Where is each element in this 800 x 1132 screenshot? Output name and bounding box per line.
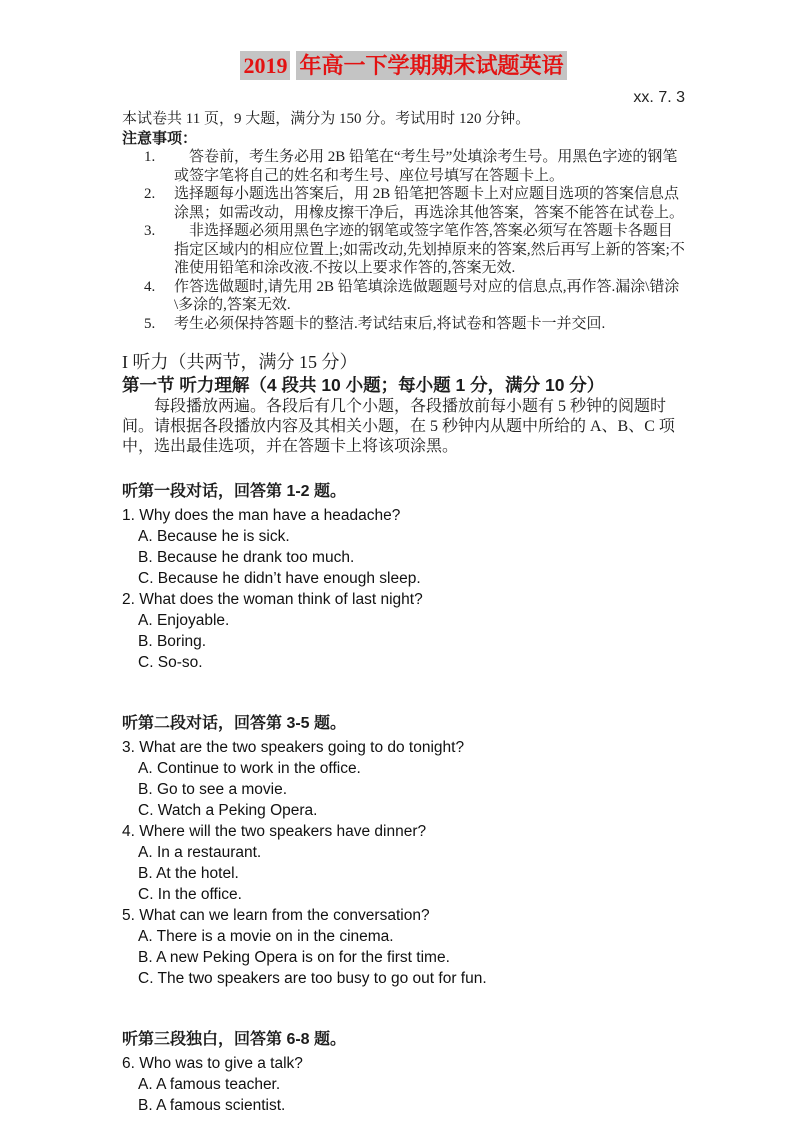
question-4-option-c: C. In the office. [138,886,242,903]
question-3-option-b: B. Go to see a movie. [138,781,288,798]
question-5-option-b: B. A new Peking Opera is on for the first time. [138,949,450,966]
title-year-highlight: 2019 [240,51,290,80]
paper-summary-line: 本试卷共 11 页，9 大题，满分为 150 分。考试用时 120 分钟。 [122,111,531,127]
question-5-option-c: C. The two speakers are too busy to go out for fun. [138,970,487,987]
notice-number: 5. [144,315,156,332]
question-4-option-a: A. In a restaurant. [138,844,262,861]
question-2 [122,589,685,673]
question-4-option-b: B. At the hotel. [138,865,239,882]
question-5-text: 5. What can we learn from the conversation? [122,907,430,924]
question-1 [122,505,685,589]
notice-text: 非选择题必须用黑色字迹的钢笔或签字笔作答,答案必须写在答题卡各题目指定区域内的相应位置上;如需改动,先划掉原来的答案,然后再写上新的答案;不准使用铅笔和涂改液.不按以上要求作答的,答案无效. [174,223,685,276]
question-1-option-a: A. Because he is sick. [138,528,290,545]
dialogue-group-3 [122,1029,685,1116]
notice-text: 作答选做题时,请先用 2B 铅笔填涂选做题题号对应的信息点,再作答.漏涂\错涂\多涂的,答案无效. [174,278,680,313]
notice-item-2 [122,185,685,222]
notice-heading: 注意事项： [122,130,198,147]
dialogue-group-2 [122,713,685,989]
question-3-text: 3. What are the two speakers going to do tonight? [122,739,465,756]
question-2-option-a: A. Enjoyable. [138,612,230,629]
dialogue-2-heading: 听第二段对话，回答第 3-5 题。 [122,715,347,732]
notice-text: 选择题每小题选出答案后，用 2B 铅笔把答题卡上对应题目选项的答案信息点涂黑；如需改动，用橡皮擦干净后，再选涂其他答案，答案不能答在试卷上。 [174,186,685,221]
notice-number: 2. [144,186,156,202]
part-1-instructions: 每段播放两遍。各段后有几个小题，各段播放前每小题有 5 秒钟的阅题时间。请根据各段播放内容及其相关小题，在 5 秒钟内从题中所给的 A、B、C 项中，选出最佳选项，并在答题卡上将该项涂黑。 [122,398,675,455]
part-1-heading: 第一节 听力理解（4 段共 10 小题；每小题 1 分，满分 10 分） [122,375,605,395]
question-1-option-b: B. Because he drank too much. [138,549,355,566]
notice-text: 答卷前，考生务必用 2B 铅笔在“考生号”处填涂考生号。用黑色字迹的钢笔或签字笔将自己的姓名和考生号、座位号填写在答题卡上。 [174,149,678,184]
question-5-option-a: A. There is a movie on in the cinema. [138,928,394,945]
question-1-option-c: C. Because he didn’t have enough sleep. [138,570,421,587]
question-5 [122,905,685,989]
question-2-text: 2. What does the woman think of last night? [122,591,423,608]
notice-text: 考生必须保持答题卡的整洁.考试结束后,将试卷和答题卡一并交回. [174,315,606,332]
page-title [122,50,685,82]
dialogue-1-heading: 听第一段对话，回答第 1-2 题。 [122,483,347,500]
question-3-option-a: A. Continue to work in the office. [138,760,361,777]
title-text-highlight: 年高一下学期期末试题英语 [296,51,566,80]
notice-item-1 [122,148,685,185]
question-6-text: 6. Who was to give a talk? [122,1055,303,1072]
question-4-text: 4. Where will the two speakers have dinner? [122,823,427,840]
notice-item-3 [122,222,685,278]
question-2-option-c: C. So-so. [138,654,203,671]
notice-list [122,148,685,333]
section-1-heading: I 听力（共两节，满分 15 分） [122,352,358,372]
notice-item-4 [122,278,685,315]
notice-item-5 [122,315,685,334]
question-3 [122,737,685,821]
question-6-option-b: B. A famous scientist. [138,1097,286,1114]
notice-number: 4. [144,278,156,295]
exam-date: xx. 7. 3 [633,89,685,106]
question-1-text: 1. Why does the man have a headache? [122,507,401,524]
dialogue-group-1 [122,481,685,673]
notice-number: 3. [144,223,156,239]
notice-number: 1. [144,149,156,165]
question-6-option-a: A. A famous teacher. [138,1076,281,1093]
question-6 [122,1053,685,1116]
question-2-option-b: B. Boring. [138,633,207,650]
question-4 [122,821,685,905]
question-3-option-c: C. Watch a Peking Opera. [138,802,318,819]
dialogue-3-heading: 听第三段独白，回答第 6-8 题。 [122,1031,347,1048]
